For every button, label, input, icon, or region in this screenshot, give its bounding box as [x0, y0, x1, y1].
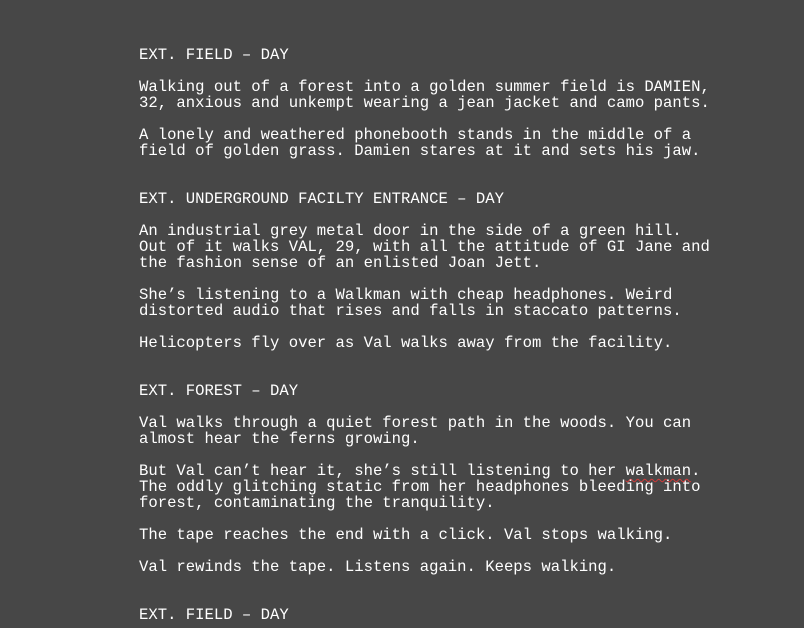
screenplay-text [139, 47, 779, 628]
action-paragraph: She’s listening to a Walkman with cheap headphones. Weird distorted audio that rises and falls in staccato patterns. [139, 286, 682, 320]
action-paragraph: The tape reaches the end with a click. Val stops walking. [139, 526, 673, 544]
action-paragraph: Helicopters fly over as Val walks away from the facility. [139, 334, 673, 352]
action-paragraph: Val rewinds the tape. Listens again. Keeps walking. [139, 558, 617, 576]
action-paragraph: Walking out of a forest into a golden summer field is DAMIEN, 32, anxious and unkempt wearing a jean jacket and camo pants. [139, 78, 710, 112]
action-paragraph [139, 463, 779, 511]
scene-heading: EXT. FIELD – DAY [139, 46, 289, 64]
action-text: . The oddly glitching static from her headphones bleeding into forest, contaminating the tranquility. [139, 462, 701, 512]
scene-heading: EXT. UNDERGROUND FACILTY ENTRANCE – DAY [139, 190, 504, 208]
misspelled-word[interactable]: walkman [625, 462, 692, 480]
action-paragraph: A lonely and weathered phonebooth stands in the middle of a field of golden grass. Damien stares at it and sets his jaw. [139, 126, 701, 160]
action-paragraph: An industrial grey metal door in the side of a green hill. Out of it walks VAL, 29, with all the attitude of GI Jane and the fashion sense of an enlisted Joan Jett. [139, 222, 710, 272]
scene-heading: EXT. FIELD – DAY [139, 606, 289, 624]
action-paragraph: Val walks through a quiet forest path in the woods. You can almost hear the ferns growing. [139, 414, 692, 448]
action-text: But Val can’t hear it, she’s still listening to her [139, 462, 626, 480]
scene-heading: EXT. FOREST – DAY [139, 382, 299, 400]
